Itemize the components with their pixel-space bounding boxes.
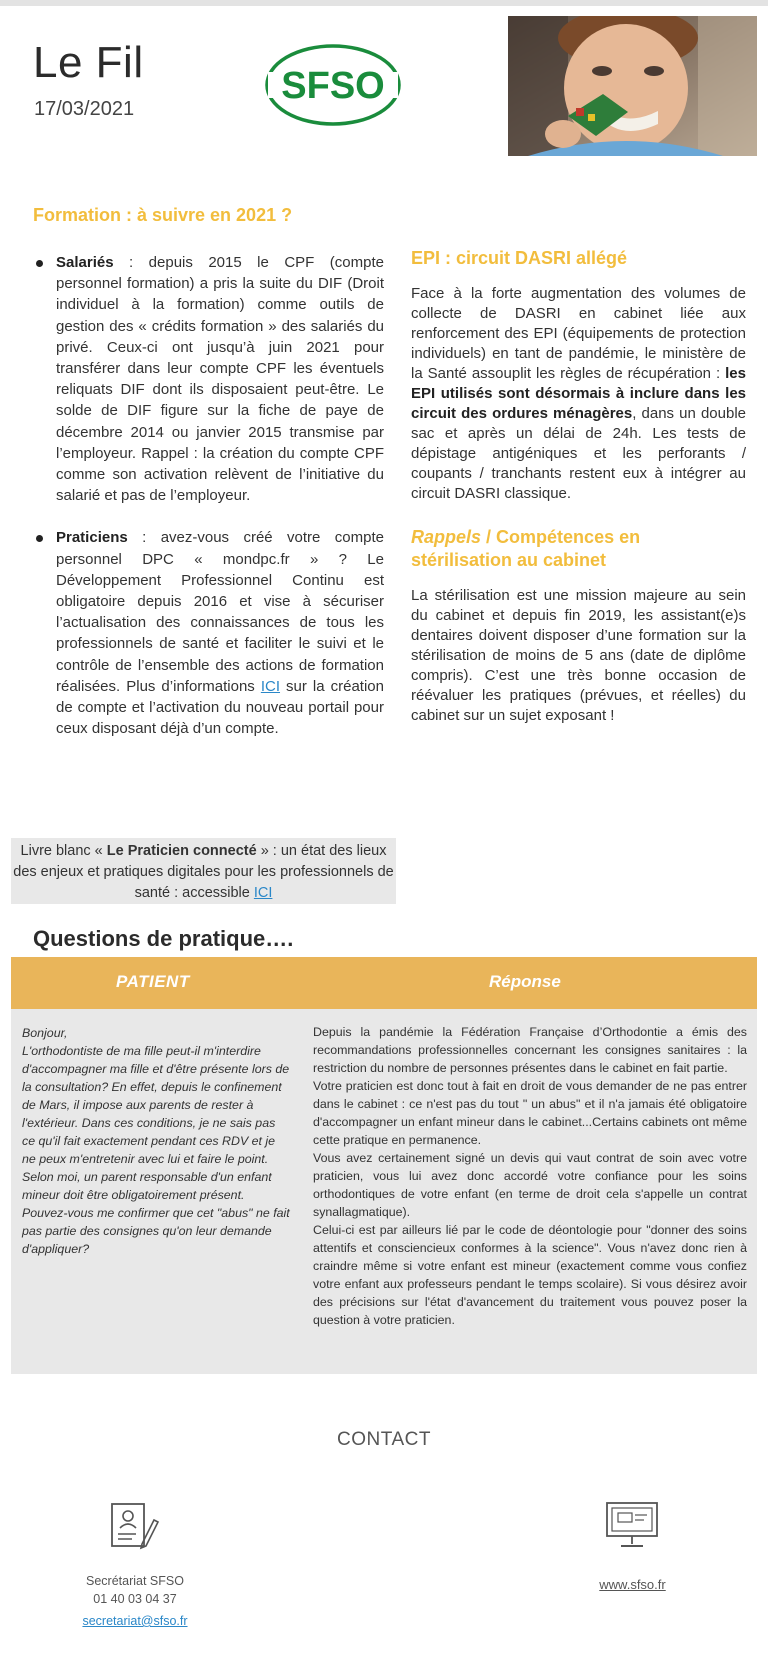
sfso-logo [262,40,404,130]
rappels-label: Rappels [411,527,482,547]
qa-table [11,957,757,1374]
contract-signature-icon [108,1500,160,1552]
reponse-paragraph: Depuis la pandémie la Fédération Française d’Orthodontie a émis des recommandations professionnelles concernant les consignes sanitaires : la restriction du nombre de personnes présentes dans le cabinet en fait partie. [313,1025,747,1075]
reponse-paragraph: Vous avez certainement signé un devis qui vaut contrat de soin avec votre praticien, vous lui avez donc accordé votre confiance pour les soins orthodontiques de votre enfant (en terme de droit cela s'appelle un contrat synallagmatique). [313,1151,747,1219]
bullet-icon [36,260,43,267]
bullet-label: Praticiens [56,529,128,547]
livre-title: Le Praticien connecté [106,843,257,859]
patient-question: Bonjour, L'orthodontiste de ma fille peut-il m'interdire d'accompagner ma fille et d'être présente lors de la consultation? En effet, depuis le confinement de Mars, il impose aux parents de rester à l'extérieur. Dans ces conditions, je ne sais pas ce qu'il fait exactement pendant ces RDV et je ne peux m'entretenir avec lui et faire le point. Selon moi, un parent responsable d'un enfant mineur doit être obligatoirement présent. Pouvez-vous me confirmer que cet "abus" ne fait pas partie des consignes qu'on leur demande d'appliquer? [22,1026,290,1256]
rappels-text: La stérilisation est une mission majeure au sein du cabinet et depuis fin 2019, les assistant(e)s dentaires doivent disposer d’une formation sur la stérilisation de moins de 5 ans (date de diplôme compris). C’est une très bonne occasion de réévaluer les pratiques (prévues, et réelles) du cabinet sur un sujet exposant ! [411,587,746,724]
rappels-title [411,526,746,572]
secretariat-name: Secrétariat SFSO [86,1574,184,1588]
right-column [411,246,746,726]
reponse-paragraph: Votre praticien est donc tout à fait en droit de vous demander de ne pas entrer dans le cabinet : ce n'est pas du tout " un abus" et il n'a jamais été obligatoire d'accompagner un enfant mineur dans le cabinet...Certains cabinets ont même cette pratique en permanence. [313,1079,747,1147]
formation-list [36,252,384,739]
child-photo [508,16,757,156]
epi-text-bold: les EPI utilisés sont désormais à inclure dans les circuit des ordures ménagères [411,365,746,422]
website-link[interactable]: www.sfso.fr [599,1577,666,1592]
livre-blanc-box [11,838,396,904]
reponse-paragraph: Celui-ci est par ailleurs lié par le code de déontologie pour "donner des soins attentifs et consciencieux conformes à la science". Vous n'avez donc rien à craindre même si votre enfant est mineur (exactement comme vous confiez votre enfant aux professeurs pendant le temps scolaire). Si vous désirez avoir des précisions sur l'état d'avancement du traitement vous pouvez poser la question à votre praticien. [313,1223,747,1327]
contact-secretariat [60,1572,210,1630]
list-item-praticiens [36,527,384,739]
col-header-reponse: Réponse [489,972,561,991]
bullet-text: : depuis 2015 le CPF (compte personnel formation) a pris la suite du DIF (Droit individuel à la formation) comme outils de gestion des « crédits formation » des salariés du privé. Ceux-ci ont jusqu’à juin 2021 pour transférer dans leur compte CPF les éventuels reliquats DIF dont ils disposaient peut-être. Le solde de DIF figure sur la fiche de paye de décembre 2014 ou janvier 2015 transmise par l’employeur. Rappel : la création du compte CPF comme son activation relèvent de l’initiative du salarié et pas de l’employeur. [56,254,384,505]
rappels-subject: Compétences en stérilisation au cabinet [411,527,641,570]
contact-website [560,1577,705,1592]
newsletter-title: Le Fil [33,38,144,87]
epi-text-part: Face à la forte augmentation des volumes de collecte de DASRI en cabinet liée aux renforcement des EPI (équipements de protection individuels) en tant de pandémie, le ministère de la Santé assouplit les règles de récupération : [411,285,746,382]
bullet-text-tail: sur la création de compte et l’activation du nouveau portail pour ceux disposant déjà d’un compte. [56,677,384,738]
secretariat-email-link[interactable]: secretariat@sfso.fr [82,1614,188,1628]
bullet-label: Salariés [56,254,114,271]
secretariat-phone[interactable]: 01 40 03 04 37 [93,1592,177,1606]
formation-title: Formation : à suivre en 2021 ? [33,205,293,225]
computer-monitor-icon [604,1500,660,1550]
livre-text: » : un état des lieux des enjeux et pratiques digitales pour les professionnels de santé : accessible [13,843,394,901]
reponse-text [313,1023,747,1329]
epi-title: EPI : circuit DASRI allégé [411,248,628,268]
top-bar [0,0,768,6]
bullet-icon [36,535,43,542]
dpc-info-link[interactable]: ICI [260,677,281,695]
logo-text: SFSO [281,65,385,107]
epi-text-part: , dans un double sac et après un délai de 24h. Les tests de dépistage antigéniques et les perforants / coupants / tranchants restent eux à intégrer au circuit DASRI classique. [411,405,746,502]
livre-blanc-link[interactable]: ICI [253,885,273,901]
newsletter-date: 17/03/2021 [34,98,135,120]
epi-text [411,284,746,504]
bullet-text: : avez-vous créé votre compte personnel DPC « mondpc.fr » ? Le Développement Professionnel Continu est obligatoire depuis 2016 et vise à sécuriser l’actualisation des connaissances de tous les professionnels de santé et faciliter le suivi et le contrôle de l’ensemble des actions de formation réalisées. Plus d’informations [56,529,384,695]
title-separator: / [481,527,497,547]
contact-title: CONTACT [337,1429,431,1450]
livre-text: Livre blanc « [20,843,107,859]
questions-title: Questions de pratique…. [33,926,294,951]
list-item-salaries [36,252,384,506]
qa-table-header [11,957,757,1009]
col-header-patient: PATIENT [116,972,190,991]
